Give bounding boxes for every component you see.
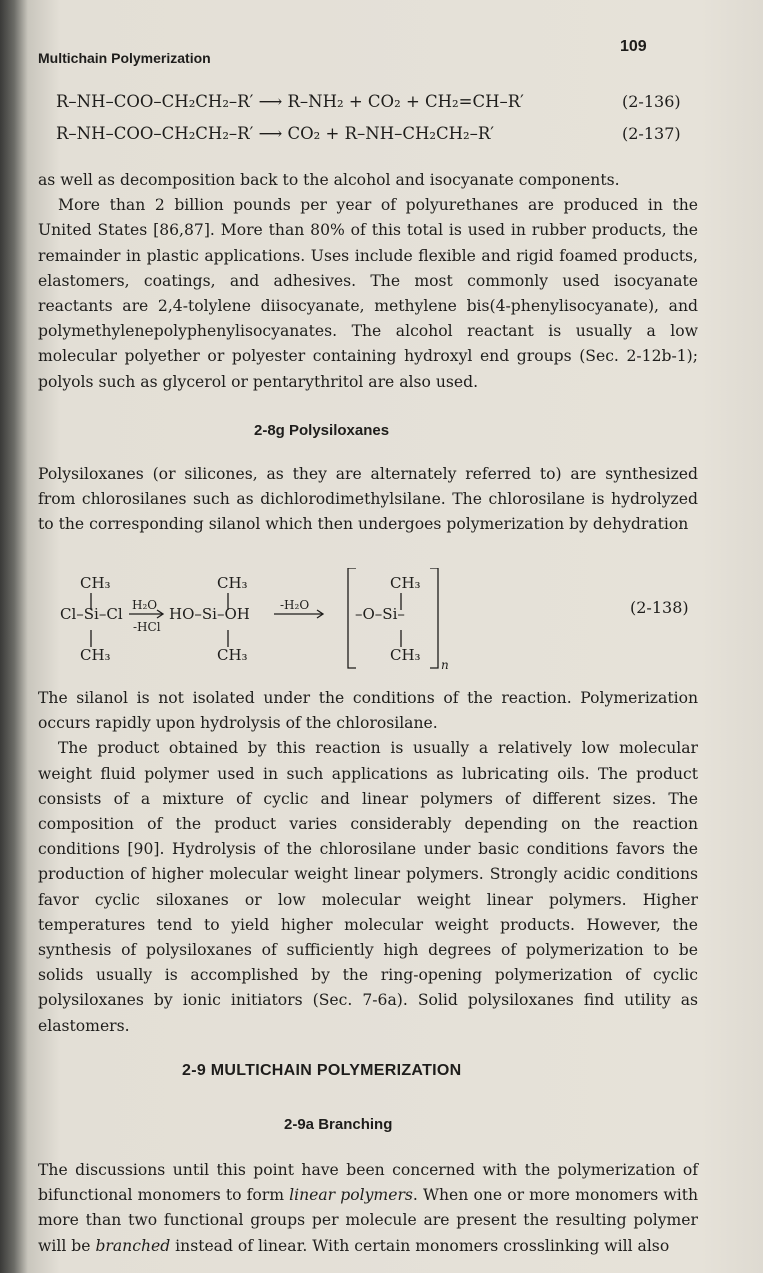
dehydration-label: -H₂O [280,598,310,612]
section-heading-2-9a: 2-9a Branching [284,1116,393,1133]
paragraph-polyurethanes: More than 2 billion pounds per year of polyurethanes are produced in the United States [86,87]. More than 80% of this total is used in rubber products, the remainder in plastic applications. Uses include flexible and rigid foamed products, elastomers, coatings, and adhesives. The most commonly used isocyanate reactants are 2,4-tolylene diisocyanate, methylene bis(4-phenylisocyanate), and polymethylenepolyphenylisocyanates. The alcohol reactant is usually a low molecular polyether or polyester containing hydroxyl end groups (Sec. 2-12b-1); polyols such as glycerol or pentarythritol are also used. [38,196,698,391]
body-text-middle [38,686,698,1039]
repeat-unit-ch3-bottom: CH₃ [390,646,421,664]
degree-of-polymerization-n: n [441,658,449,672]
paragraph-polysiloxanes: Polysiloxanes (or silicones, as they are alternately referred to) are synthesized from chlorosilanes such as dichlorodimethylsilane. The chlorosilane is hydrolyzed to the corresponding silanol which then undergoes polymerization by dehydration [38,465,698,534]
branching-text-1: The discussions until this point have been concerned with the polymerization of bifunctional monomers to form [38,1161,698,1205]
reaction-2-138 [60,568,700,678]
reactant-ch3-bottom: CH₃ [80,646,111,664]
paragraph-silanol: The silanol is not isolated under the conditions of the reaction. Polymerization occurs rapidly upon hydrolysis of the chlorosilane. [38,689,698,733]
dichlorodimethylsilane-core: Cl–Si–Cl [60,605,123,623]
siloxane-repeat-unit: –O–Si– [355,605,405,623]
paragraph-branching [38,1158,698,1259]
equation-number-2-137: (2-137) [622,124,681,143]
page-number: 109 [620,38,647,55]
body-text-top [38,168,698,395]
equation-number-2-136: (2-136) [622,92,681,111]
branching-text-2: . When one or more monomers with more than two functional groups per molecule are present the resulting polymer will be [38,1186,698,1255]
silanol-ch3-top: CH₃ [217,574,248,592]
paragraph-product: The product obtained by this reaction is usually a relatively low molecular weight fluid polymer used in such applications as lubricating oils. The product consists of a mixture of cyclic and linear polymers of different sizes. The composition of the product varies considerably depending on the reaction conditions [90]. Hydrolysis of the chlorosilane under basic conditions favors the production of higher molecular weight linear polymers. Strongly acidic conditions favor cyclic siloxanes or low molecular weight linear polymers. Higher temperatures tend to yield higher molecular weight products. However, the synthesis of polysiloxanes of sufficiently high degrees of polymerization to be solids usually is accomplished by the ring-opening polymerization of cyclic polysiloxanes by ionic initiators (Sec. 7-6a). Solid polysiloxanes find utility as elastomers. [38,739,698,1035]
repeat-unit-ch3-top: CH₃ [390,574,421,592]
branching-text-3: instead of linear. With certain monomers crosslinking will also [170,1236,670,1255]
section-heading-2-8g: 2-8g Polysiloxanes [254,422,390,439]
running-title: Multichain Polymerization [38,50,211,66]
reactant-ch3-top: CH₃ [80,574,111,592]
silanol-core: HO–Si–OH [169,605,250,623]
hydrolysis-reagent: H₂O [132,598,158,612]
equation-number-2-138: (2-138) [630,598,689,617]
equation-2-136: R–NH–COO–CH₂CH₂–R′ ⟶ R–NH₂ + CO₂ + CH₂=CH–R′ [56,92,524,111]
hydrolysis-byproduct: -HCl [133,620,161,634]
section-heading-2-9: 2-9 MULTICHAIN POLYMERIZATION [182,1062,462,1079]
term-branched: branched [95,1236,171,1255]
silanol-ch3-bottom: CH₃ [217,646,248,664]
equation-2-137: R–NH–COO–CH₂CH₂–R′ ⟶ CO₂ + R–NH–CH₂CH₂–R′ [56,124,495,143]
term-linear-polymers: linear polymers [289,1186,413,1205]
paragraph-decomposition: as well as decomposition back to the alcohol and isocyanate components. [38,171,620,189]
